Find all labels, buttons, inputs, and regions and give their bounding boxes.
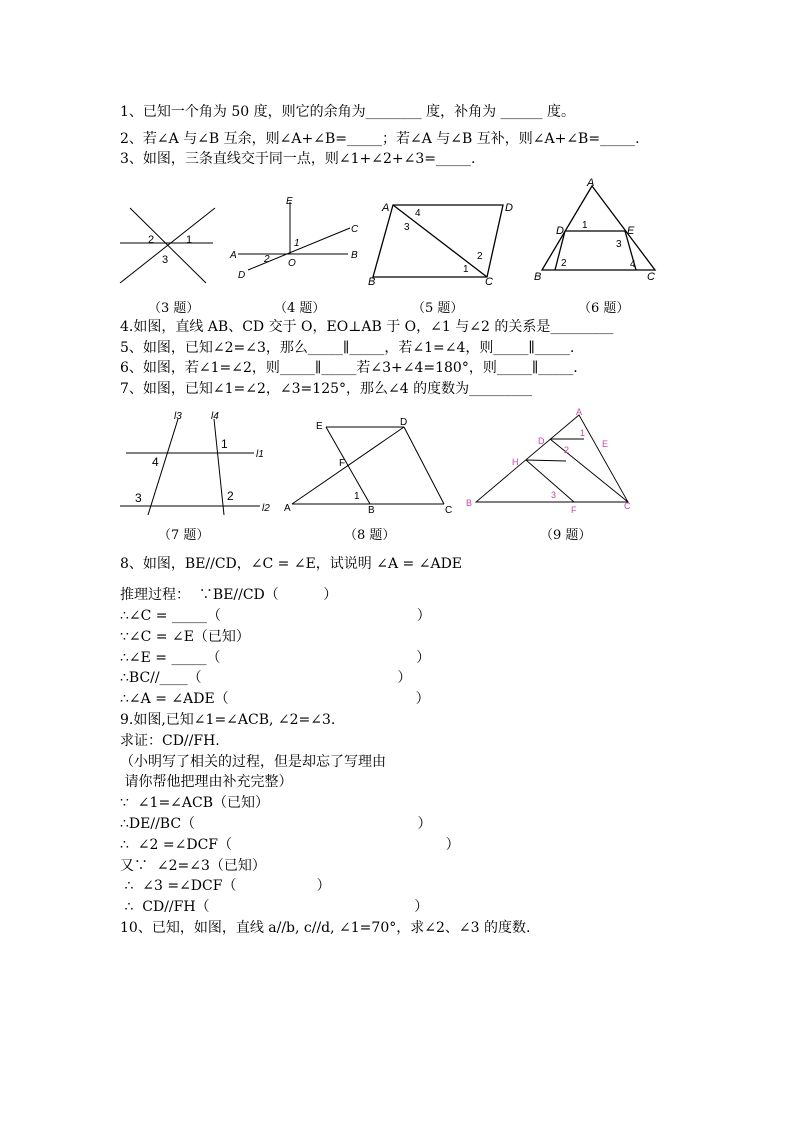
figure-7 [118,407,283,517]
f9-label-F: F [571,505,577,515]
question-5: 5、如图，已知∠2=∠3，那么_____∥_____，若∠1=∠4，则_____∥_____. [120,340,575,356]
f6-label-B: B [534,271,542,283]
f3-label-1: 1 [186,234,193,246]
f5-label-3: 3 [404,222,410,233]
question-9-goal: 求证：CD//FH. [120,733,220,749]
f5-label-B: B [368,276,376,288]
f5-label-1: 1 [463,264,469,275]
f4-label-A: A [230,250,237,261]
f4-label-C: C [351,224,359,235]
f7-label-2: 2 [227,489,234,503]
caption-8: （8 题） [344,528,396,543]
figure-5 [365,195,525,287]
f8-label-D: D [400,417,408,428]
f9-label-2: 2 [564,445,570,455]
caption-5: （5 题） [412,301,464,316]
f6-label-D: D [556,225,564,237]
f6-label-4: 4 [630,259,636,270]
f3-label-2: 2 [148,234,155,246]
f6-label-3: 3 [616,239,622,250]
reasoning-step-5: ∴∠A = ∠ADE（ ） [120,691,430,707]
caption-3: （3 题） [148,301,200,316]
reasoning-heading: 推理过程： ∵BE//CD（ ） [120,587,338,603]
f4-label-2: 2 [264,254,270,265]
proof-step-5: ∴ ∠3 =∠DCF（ ） [120,878,331,894]
f9-label-D: D [538,436,545,446]
reasoning-step-3: ∴∠E = _____（ ） [120,650,431,666]
f6-label-E: E [627,225,635,237]
figure-8 [282,415,462,515]
f7-label-l3: l3 [174,411,182,422]
f9-label-B: B [466,498,473,508]
f7-label-l4: l4 [211,411,219,422]
f4-label-B: B [351,250,358,261]
question-7: 7、如图，已知∠1=∠2，∠3=125°，那么∠4 的度数为_________ [120,381,533,397]
figure-3 [118,205,218,290]
f7-label-1: 1 [221,437,228,451]
f4-label-O: O [288,258,296,269]
figure-9 [462,405,642,515]
f9-label-E: E [602,439,609,449]
question-1: 1、已知一个角为 50 度，则它的余角为________ 度，补角为 ______ 度。 [120,104,575,120]
f9-label-3: 3 [551,490,557,500]
question-9-note-2: 请你帮他把理由补充完整） [120,774,293,790]
f6-label-A: A [587,177,595,189]
figure-6 [532,174,667,286]
f9-label-H: H [512,457,519,467]
figure-4 [228,192,368,282]
reasoning-step-2: ∵∠C = ∠E（已知） [120,629,250,645]
f7-label-l2: l2 [262,503,270,514]
question-9: 9.如图,已知∠1=∠ACB, ∠2=∠3. [120,712,336,728]
f5-label-2: 2 [477,251,483,262]
f9-label-C: C [624,501,631,511]
question-9-note-1: （小明写了相关的过程，但是却忘了写理由 [120,754,386,770]
question-4: 4.如图，直线 AB、CD 交于 O，EO⊥AB 于 O，∠1 与∠2 的关系是_________ [120,319,614,335]
f8-label-B: B [368,505,375,516]
reasoning-step-4: ∴BC//____（ ） [120,670,412,686]
f8-label-F: F [339,458,346,469]
proof-step-1: ∵ ∠1=∠ACB（已知） [120,795,270,811]
f6-label-1: 1 [582,220,588,231]
caption-4: （4 题） [274,301,326,316]
f7-label-l1: l1 [256,449,264,460]
f9-label-A: A [576,407,583,417]
caption-9: （9 题） [540,528,592,543]
f4-label-E: E [286,196,293,207]
f5-label-4: 4 [415,208,421,219]
f8-label-1: 1 [354,491,360,502]
caption-7: （7 题） [158,528,210,543]
proof-step-4: 又∵ ∠2=∠3（已知） [120,858,266,874]
f8-label-E: E [316,421,323,432]
proof-step-6: ∴ CD//FH（ ） [120,899,429,915]
f7-label-3: 3 [135,491,142,505]
question-6: 6、如图，若∠1=∠2，则_____∥_____若∠3+∠4=180°，则_____∥_____. [120,360,578,376]
question-3: 3、如图，三条直线交于同一点，则∠1+∠2+∠3=_____. [120,151,476,167]
f8-label-C: C [445,505,453,516]
question-2: 2、若∠A 与∠B 互余，则∠A+∠B=_____；若∠A 与∠B 互补，则∠A+∠B=_____. [120,131,640,147]
proof-step-2: ∴DE//BC（ ） [120,816,432,832]
proof-step-3: ∴ ∠2 =∠DCF（ ） [120,837,460,853]
f5-label-A: A [382,202,390,214]
f7-label-4: 4 [152,455,159,469]
f9-label-1: 1 [580,428,586,438]
question-10: 10、已知，如图，直线 a//b, c//d, ∠1=70°，求∠2、∠3 的度数. [120,920,531,936]
reasoning-step-1: ∴∠C = _____（ ） [120,608,431,624]
f8-label-A: A [284,503,291,514]
f3-label-3: 3 [162,254,169,266]
f4-label-1: 1 [294,238,300,249]
f5-label-C: C [485,276,493,288]
f6-label-2: 2 [561,258,567,269]
caption-6: （6 题） [578,301,630,316]
f5-label-D: D [505,202,513,214]
question-8: 8、如图，BE//CD，∠C = ∠E，试说明 ∠A = ∠ADE [120,556,463,572]
f6-label-C: C [647,271,655,283]
f4-label-D: D [238,270,246,281]
